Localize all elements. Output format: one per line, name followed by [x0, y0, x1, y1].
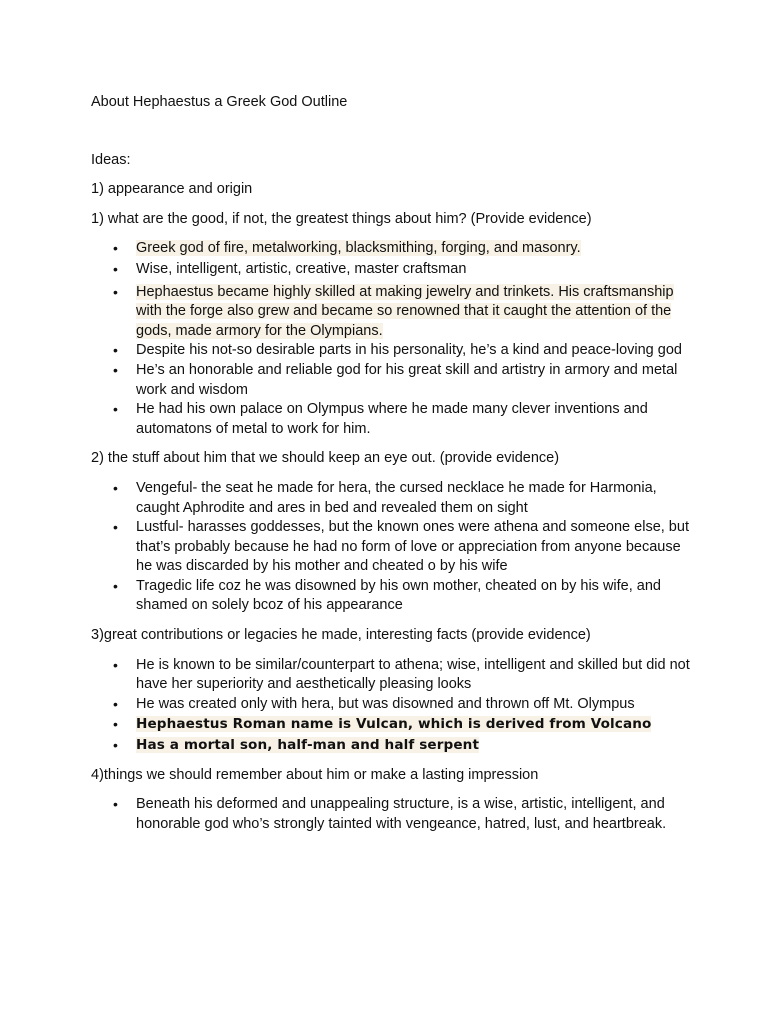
list-item-text: Beneath his deformed and unappealing structure, is a wise, artistic, intelligent, and honorable god who’s strongly tainted with vengeance, hatred, lust, and heartbreak.	[136, 796, 667, 832]
list-item	[91, 518, 691, 577]
heading-contributions: 3)great contributions or legacies he made, interesting facts (provide evidence)	[91, 627, 591, 644]
list-item-text: Vengeful- the seat he made for hera, the cursed necklace he made for Harmonia, caught Aphrodite and ares in bed and revealed them on sight	[136, 479, 657, 516]
list-item-text: Tragedic life coz he was disowned by his own mother, cheated on by his wife, and shamed on solely bcoz of his appearance	[136, 577, 661, 614]
list-item-text: He is known to be similar/counterpart to athena; wise, intelligent and skilled but did not have her superiority and aesthetically pleasing looks	[136, 656, 690, 693]
good-things-list	[91, 239, 691, 439]
list-item	[91, 577, 691, 616]
list-item	[91, 715, 691, 735]
bullet-icon: •	[113, 796, 118, 813]
bullet-icon: •	[113, 519, 118, 536]
bullet-icon: •	[113, 283, 118, 300]
list-item-text: Despite his not-so desirable parts in his personality, he’s a kind and peace-loving god	[136, 342, 682, 359]
list-item	[91, 283, 691, 342]
facts-list	[91, 656, 691, 756]
document-title: About Hephaestus a Greek God Outline	[91, 94, 348, 110]
watch-out-list	[91, 479, 691, 616]
list-item	[91, 795, 691, 834]
remember-list	[91, 795, 691, 834]
bullet-icon: •	[113, 240, 118, 257]
list-item	[91, 695, 691, 715]
list-item-text: Wise, intelligent, artistic, creative, master craftsman	[136, 260, 467, 277]
ideas-label: Ideas:	[91, 151, 131, 168]
list-item	[91, 656, 691, 695]
heading-good-things: 1) what are the good, if not, the greatest things about him? (Provide evidence)	[91, 210, 592, 227]
bullet-icon: •	[113, 737, 118, 754]
list-item	[91, 239, 691, 259]
list-item-text: He was created only with hera, but was disowned and thrown off Mt. Olympus	[136, 695, 635, 712]
bullet-icon: •	[113, 361, 118, 378]
heading-appearance-origin: 1) appearance and origin	[91, 181, 253, 198]
bullet-icon: •	[113, 695, 118, 712]
heading-keep-an-eye-out: 2) the stuff about him that we should keep an eye out. (provide evidence)	[91, 450, 560, 467]
bullet-icon: •	[113, 716, 118, 733]
list-item-text: He’s an honorable and reliable god for his great skill and artistry in armory and metal work and wisdom	[136, 361, 678, 398]
bullet-icon: •	[113, 260, 118, 277]
list-item-text: Has a mortal son, half-man and half serpent	[136, 737, 480, 754]
list-item-text: Hephaestus became highly skilled at making jewelry and trinkets. His craftsmanship with the forge also grew and became so renowned that it caught the attention of the gods, made armory for the Olympians.	[136, 283, 674, 339]
list-item-text: He had his own palace on Olympus where he made many clever inventions and automatons of metal to work for him.	[136, 401, 648, 437]
bullet-icon: •	[113, 656, 118, 673]
list-item	[91, 341, 691, 361]
bullet-icon: •	[113, 401, 118, 418]
list-item-text: Hephaestus Roman name is Vulcan, which is derived from Volcano	[136, 716, 652, 733]
list-item	[91, 361, 691, 400]
list-item-text: Lustful- harasses goddesses, but the known ones were athena and someone else, but that’s probably because he had no form of love or appreciation from anyone because he was discarded by his mother and cheated o by his wife	[136, 519, 689, 575]
bullet-icon: •	[113, 577, 118, 594]
list-item	[91, 479, 691, 518]
document-page	[91, 93, 691, 844]
bullet-icon: •	[113, 479, 118, 496]
bullet-icon: •	[113, 342, 118, 359]
heading-lasting-impression: 4)things we should remember about him or make a lasting impression	[91, 766, 539, 783]
list-item	[91, 260, 691, 280]
list-item	[91, 400, 691, 439]
list-item	[91, 736, 691, 756]
list-item-text: Greek god of fire, metalworking, blacksmithing, forging, and masonry.	[136, 240, 581, 257]
